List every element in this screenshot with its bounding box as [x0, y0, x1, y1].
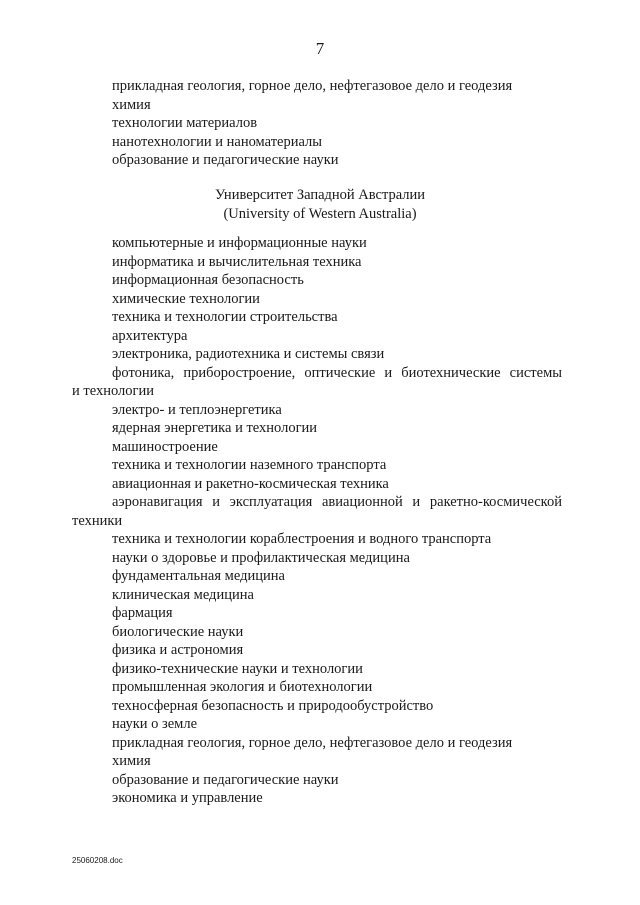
- list-item: информационная безопасность: [112, 272, 304, 288]
- university-title-en: (University of Western Australia): [223, 205, 417, 222]
- list-item: химия: [112, 96, 151, 113]
- list-item: биологические науки: [112, 623, 244, 640]
- list-item: технологии материалов: [112, 115, 258, 131]
- field-list-bottom: [72, 234, 562, 808]
- list-item: химия: [112, 753, 151, 769]
- list-item: фундаментальная медицина: [112, 568, 285, 584]
- list-item: электро- и теплоэнергетика: [112, 401, 282, 418]
- list-item: прикладная геология, горное дело, нефтегазовое дело и геодезия: [112, 734, 513, 751]
- list-item: фармация: [112, 605, 173, 621]
- list-item-wrapped-start: фотоника, приборостроение, оптические и биотехнические системы: [112, 364, 562, 381]
- list-item-wrapped-end: техники: [72, 512, 123, 529]
- footer-filename: 25060208.doc: [72, 856, 123, 865]
- list-item: физика и астрономия: [112, 642, 244, 658]
- list-item: экономика и управление: [112, 790, 263, 806]
- list-item: физико-технические науки и технологии: [112, 660, 363, 677]
- list-item: техника и технологии наземного транспорта: [112, 457, 387, 473]
- list-item: химические технологии: [112, 290, 260, 307]
- list-item: техносферная безопасность и природообустройство: [112, 697, 434, 714]
- list-item: науки о здоровье и профилактическая медицина: [112, 549, 410, 566]
- list-item: науки о земле: [112, 716, 198, 732]
- list-item: техника и технологии строительства: [112, 309, 338, 325]
- list-item: архитектура: [112, 327, 188, 344]
- page-number: 7: [315, 39, 325, 58]
- list-item-wrapped-start: аэронавигация и эксплуатация авиационной и ракетно-космической: [112, 494, 562, 510]
- list-item: клиническая медицина: [112, 586, 254, 603]
- university-heading: [0, 186, 640, 223]
- list-item: техника и технологии кораблестроения и водного транспорта: [112, 531, 492, 547]
- list-item: авиационная и ракетно-космическая техника: [112, 475, 389, 492]
- list-item: электроника, радиотехника и системы связи: [112, 346, 385, 362]
- list-item: информатика и вычислительная техника: [112, 253, 362, 270]
- list-item: прикладная геология, горное дело, нефтегазовое дело и геодезия: [112, 78, 513, 94]
- list-item-wrapped-end: и технологии: [72, 383, 154, 399]
- university-title-ru: Университет Западной Австралии: [214, 187, 426, 203]
- list-item: машиностроение: [112, 438, 218, 455]
- list-item: образование и педагогические науки: [112, 771, 339, 788]
- list-item: образование и педагогические науки: [112, 152, 339, 168]
- list-item: компьютерные и информационные науки: [112, 235, 367, 251]
- field-list-top: [72, 77, 562, 170]
- list-item: ядерная энергетика и технологии: [112, 420, 318, 436]
- list-item: промышленная экология и биотехнологии: [112, 679, 373, 695]
- list-item: нанотехнологии и наноматериалы: [112, 133, 323, 150]
